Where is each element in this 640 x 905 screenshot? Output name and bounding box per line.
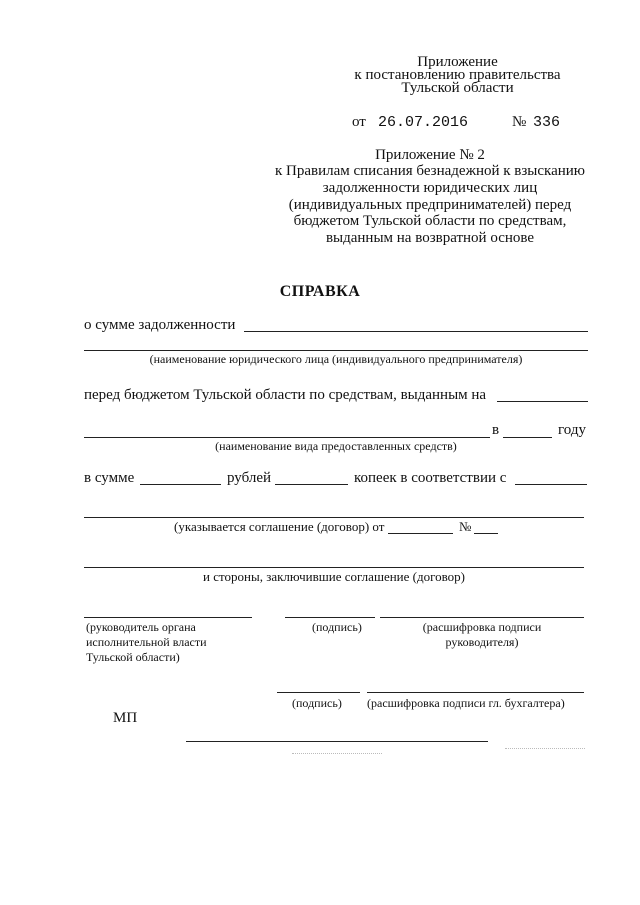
agreement-date-field[interactable] (388, 533, 453, 534)
header-line-3: Тульской области (401, 80, 514, 96)
head-caption-1: (руководитель органа (86, 620, 196, 634)
agreement-number-field[interactable] (474, 533, 498, 534)
year-label: году (558, 422, 586, 438)
appendix-line-5: бюджетом Тульской области по средствам, (293, 213, 567, 229)
kopecks-label: копеек в соответствии с (354, 470, 507, 486)
document-date: 26.07.2016 (378, 114, 469, 131)
scan-artifact-line-2 (505, 748, 585, 749)
appendix-line-2: к Правилам списания безнадежной к взысканию (274, 163, 586, 179)
rubles-label: рублей (227, 470, 272, 486)
signature-caption-2: (подпись) (292, 696, 342, 710)
issued-for-field[interactable] (497, 401, 588, 402)
header-line-1: Приложение (417, 54, 498, 70)
head-caption-3: Тульской области) (86, 650, 180, 664)
entity-name-field[interactable] (84, 350, 588, 351)
decode-caption-1: (расшифровка подписи (422, 620, 542, 634)
accountant-signature-field[interactable] (277, 692, 360, 693)
bottom-line (186, 741, 488, 742)
agreement-field[interactable] (84, 517, 584, 518)
in-label: в (492, 422, 500, 438)
agreement-caption: (указывается соглашение (договор) от (174, 519, 385, 534)
debt-entity-field[interactable] (244, 331, 588, 332)
funds-caption: (наименование вида предоставленных средств) (215, 439, 457, 453)
number-label: № (512, 114, 527, 130)
funds-type-field[interactable] (84, 437, 490, 438)
appendix-line-3: задолженности юридических лиц (322, 180, 538, 196)
document-number: 336 (533, 114, 561, 131)
header-line-2: к постановлению правительства (354, 67, 561, 83)
head-signature-field[interactable] (285, 617, 375, 618)
head-position-field[interactable] (84, 617, 252, 618)
accountant-caption: (расшифровка подписи гл. бухгалтера) (367, 696, 565, 710)
parties-caption: и стороны, заключившие соглашение (договор) (203, 569, 465, 584)
head-name-field[interactable] (380, 617, 584, 618)
parties-field[interactable] (84, 567, 584, 568)
date-prefix: от (352, 114, 366, 130)
accountant-name-field[interactable] (367, 692, 584, 693)
year-field[interactable] (503, 437, 552, 438)
signature-caption: (подпись) (312, 620, 362, 634)
appendix-line-4: (индивидуальных предпринимателей) перед (288, 197, 572, 213)
debt-label: о сумме задолженности (84, 317, 236, 333)
stamp-label: МП (113, 710, 138, 726)
decode-caption-2: руководителя) (445, 635, 519, 649)
document-title: СПРАВКА (279, 283, 361, 300)
scan-artifact-line-1 (292, 753, 382, 754)
kopecks-field[interactable] (275, 484, 348, 485)
entity-caption: (наименование юридического лица (индивидуального предпринимателя) (149, 352, 523, 366)
appendix-line-1: Приложение № 2 (375, 147, 485, 163)
head-caption-2: исполнительной власти (86, 635, 207, 649)
agreement-number-label: № (459, 519, 472, 534)
sum-label: в сумме (84, 470, 135, 486)
rubles-field[interactable] (140, 484, 221, 485)
appendix-line-6: выданным на возвратной основе (325, 230, 535, 246)
agreement-ref-field[interactable] (515, 484, 587, 485)
budget-line-label: перед бюджетом Тульской области по средствам, выданным на (84, 387, 487, 403)
